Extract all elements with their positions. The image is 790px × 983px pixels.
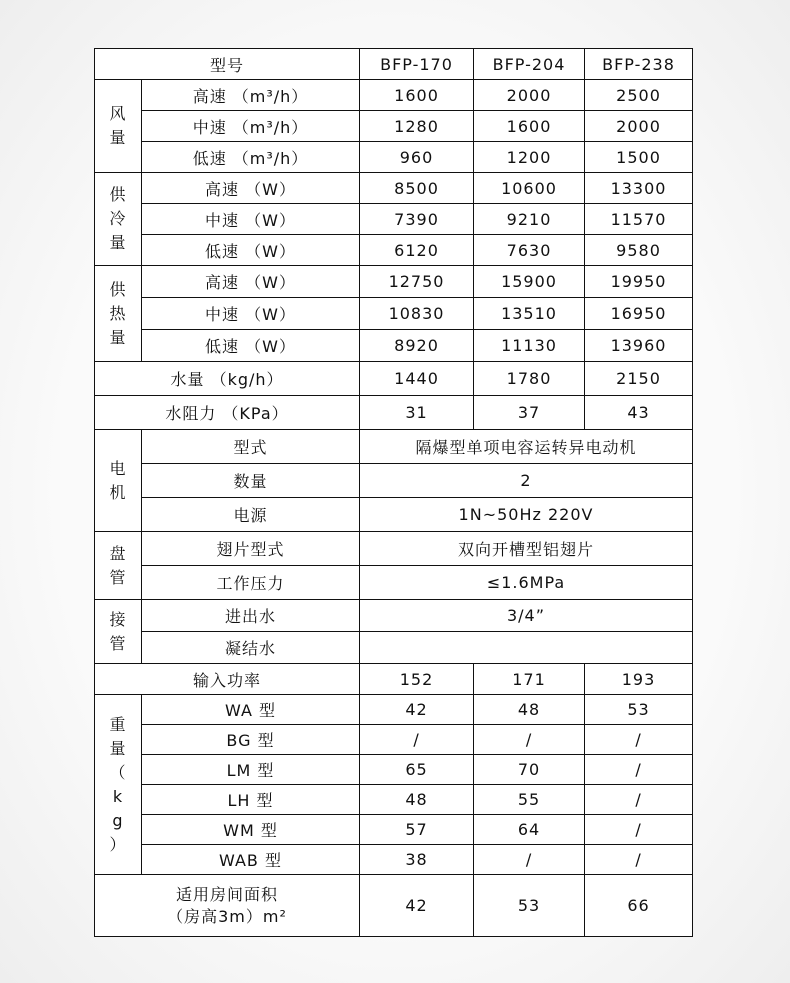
cell: 55	[474, 785, 585, 815]
cell: 8920	[360, 330, 474, 362]
cell: 2500	[585, 80, 693, 111]
cell: 37	[474, 396, 585, 430]
row-label: 凝结水	[142, 632, 360, 664]
table-row	[95, 464, 693, 498]
table-row	[95, 785, 693, 815]
cell: 9580	[585, 235, 693, 266]
cell: 1280	[360, 111, 474, 142]
cell: 9210	[474, 204, 585, 235]
model-header: BFP-238	[585, 49, 693, 80]
row-label: 高速 （W）	[142, 173, 360, 204]
airflow-group-label: 风 量	[95, 80, 142, 173]
cell: 65	[360, 755, 474, 785]
row-label: LH 型	[142, 785, 360, 815]
table-row	[95, 142, 693, 173]
cell: 7630	[474, 235, 585, 266]
cell: /	[474, 725, 585, 755]
cell: 13960	[585, 330, 693, 362]
cell	[360, 632, 693, 664]
row-label: 工作压力	[142, 566, 360, 600]
cell: 2000	[474, 80, 585, 111]
cell: 13300	[585, 173, 693, 204]
table-row	[95, 875, 693, 937]
model-header: BFP-204	[474, 49, 585, 80]
cell: 960	[360, 142, 474, 173]
table-row	[95, 298, 693, 330]
cell: 152	[360, 664, 474, 695]
heating-group-label: 供 热 量	[95, 266, 142, 362]
table-row	[95, 566, 693, 600]
row-label: 低速 （W）	[142, 330, 360, 362]
cell: /	[585, 815, 693, 845]
cell: 66	[585, 875, 693, 937]
cell: 3/4”	[360, 600, 693, 632]
cell: 42	[360, 875, 474, 937]
table-row	[95, 815, 693, 845]
row-label: BG 型	[142, 725, 360, 755]
connection-group-label: 接 管	[95, 600, 142, 664]
row-label: WAB 型	[142, 845, 360, 875]
table-row	[95, 235, 693, 266]
table-row	[95, 266, 693, 298]
cell: 隔爆型单项电容运转异电动机	[360, 430, 693, 464]
cell: 19950	[585, 266, 693, 298]
model-header: BFP-170	[360, 49, 474, 80]
table-row	[95, 330, 693, 362]
table-row	[95, 204, 693, 235]
motor-group-label: 电 机	[95, 430, 142, 532]
room-area-label: 适用房间面积 （房高3m）m²	[95, 875, 360, 937]
cell: 38	[360, 845, 474, 875]
cell: 1600	[360, 80, 474, 111]
table-row	[95, 430, 693, 464]
cell: 64	[474, 815, 585, 845]
cell: /	[585, 725, 693, 755]
cell: 2000	[585, 111, 693, 142]
table-row	[95, 600, 693, 632]
cell: 57	[360, 815, 474, 845]
row-label: 水阻力 （KPa）	[95, 396, 360, 430]
cell: 53	[474, 875, 585, 937]
table-row	[95, 664, 693, 695]
row-label: 高速 （m³/h）	[142, 80, 360, 111]
cell: 10830	[360, 298, 474, 330]
coil-group-label: 盘 管	[95, 532, 142, 600]
row-label: 高速 （W）	[142, 266, 360, 298]
cell: 193	[585, 664, 693, 695]
cell: 双向开槽型铝翅片	[360, 532, 693, 566]
cell: 1200	[474, 142, 585, 173]
cell: 13510	[474, 298, 585, 330]
row-label: 中速 （W）	[142, 298, 360, 330]
table-row	[95, 80, 693, 111]
table-row	[95, 845, 693, 875]
model-label: 型号	[95, 49, 360, 80]
cell: 171	[474, 664, 585, 695]
row-label: 中速 （m³/h）	[142, 111, 360, 142]
cell: 2150	[585, 362, 693, 396]
row-label: 数量	[142, 464, 360, 498]
cell: 8500	[360, 173, 474, 204]
table-row	[95, 695, 693, 725]
cell: 53	[585, 695, 693, 725]
row-label: 低速 （W）	[142, 235, 360, 266]
header-row	[95, 49, 693, 80]
cell: 7390	[360, 204, 474, 235]
row-label: 进出水	[142, 600, 360, 632]
cell: 10600	[474, 173, 585, 204]
row-label: 中速 （W）	[142, 204, 360, 235]
row-label: 输入功率	[95, 664, 360, 695]
cell: 1N~50Hz 220V	[360, 498, 693, 532]
table-row	[95, 532, 693, 566]
row-label: WM 型	[142, 815, 360, 845]
weight-group-label: 重 量 （ k g ）	[95, 695, 142, 875]
cell: 1500	[585, 142, 693, 173]
cell: 70	[474, 755, 585, 785]
cell: 48	[360, 785, 474, 815]
table-row	[95, 362, 693, 396]
cell: 1440	[360, 362, 474, 396]
cell: /	[474, 845, 585, 875]
cell: 15900	[474, 266, 585, 298]
table-row	[95, 396, 693, 430]
cell: /	[360, 725, 474, 755]
table-row	[95, 111, 693, 142]
cell: 11130	[474, 330, 585, 362]
row-label: LM 型	[142, 755, 360, 785]
cell: 2	[360, 464, 693, 498]
cell: 12750	[360, 266, 474, 298]
cell: 43	[585, 396, 693, 430]
cell: 42	[360, 695, 474, 725]
cell: 1600	[474, 111, 585, 142]
row-label: WA 型	[142, 695, 360, 725]
cell: /	[585, 785, 693, 815]
cell: ≤1.6MPa	[360, 566, 693, 600]
table-row	[95, 632, 693, 664]
row-label: 翅片型式	[142, 532, 360, 566]
cell: /	[585, 845, 693, 875]
table-row	[95, 725, 693, 755]
cell: 16950	[585, 298, 693, 330]
cell: /	[585, 755, 693, 785]
row-label: 电源	[142, 498, 360, 532]
spec-table	[94, 48, 693, 937]
table-row	[95, 755, 693, 785]
row-label: 型式	[142, 430, 360, 464]
cell: 1780	[474, 362, 585, 396]
row-label: 水量 （kg/h）	[95, 362, 360, 396]
cell: 48	[474, 695, 585, 725]
cell: 11570	[585, 204, 693, 235]
row-label: 低速 （m³/h）	[142, 142, 360, 173]
cooling-group-label: 供 冷 量	[95, 173, 142, 266]
cell: 31	[360, 396, 474, 430]
cell: 6120	[360, 235, 474, 266]
table-row	[95, 173, 693, 204]
table-row	[95, 498, 693, 532]
